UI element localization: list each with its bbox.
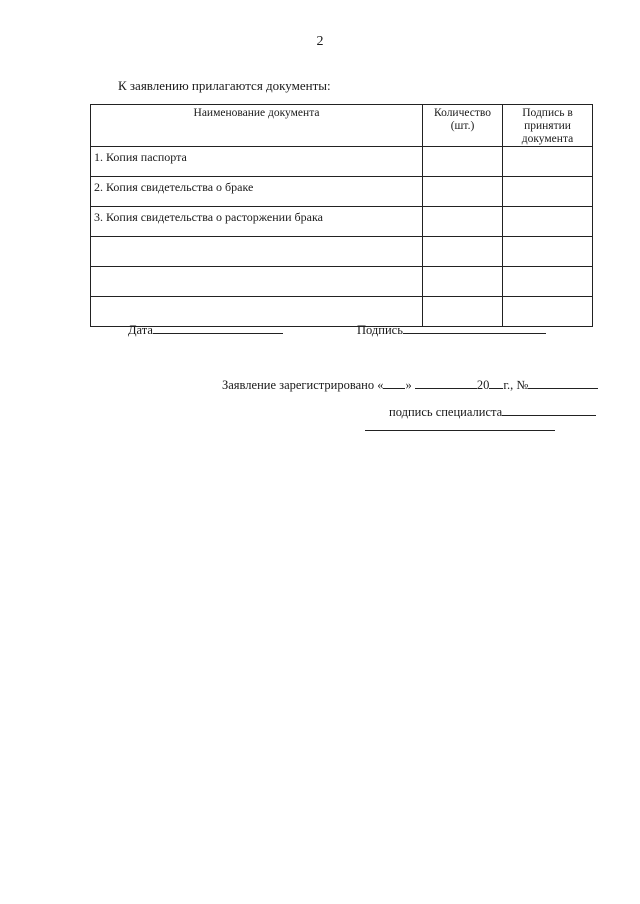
registration-line xyxy=(222,376,598,393)
registered-quote-close: » xyxy=(405,378,412,392)
quantity-cell[interactable] xyxy=(423,177,503,207)
header-document-name: Наименование документа xyxy=(91,105,423,147)
registration-number-line[interactable] xyxy=(528,376,598,389)
table-row xyxy=(91,177,593,207)
header-quantity: Количество (шт.) xyxy=(423,105,503,147)
quantity-cell[interactable] xyxy=(423,237,503,267)
document-name-cell: 2. Копия свидетельства о браке xyxy=(91,177,423,207)
document-name-cell: 3. Копия свидетельства о расторжении брака xyxy=(91,207,423,237)
signature-line[interactable] xyxy=(403,321,546,334)
quantity-cell[interactable] xyxy=(423,147,503,177)
table-row xyxy=(91,147,593,177)
registration-month-line[interactable] xyxy=(415,376,477,389)
document-name-cell[interactable] xyxy=(91,267,423,297)
document-name-cell[interactable] xyxy=(91,237,423,267)
applicant-signature-field xyxy=(357,321,546,338)
signature-cell[interactable] xyxy=(503,147,593,177)
specialist-signature-line[interactable] xyxy=(502,403,596,416)
date-line[interactable] xyxy=(153,321,283,334)
table-row xyxy=(91,207,593,237)
registration-day-line[interactable] xyxy=(383,376,405,389)
documents-table xyxy=(90,104,593,327)
signature-cell[interactable] xyxy=(503,207,593,237)
year-prefix: 20 xyxy=(476,378,490,392)
registered-label: Заявление зарегистрировано « xyxy=(222,378,384,392)
quantity-cell[interactable] xyxy=(423,207,503,237)
attachments-intro: К заявлению прилагаются документы: xyxy=(118,78,331,93)
table-row xyxy=(91,237,593,267)
signature-cell[interactable] xyxy=(503,267,593,297)
signature-cell[interactable] xyxy=(503,237,593,267)
page-number: 2 xyxy=(316,34,324,49)
header-signature: Подпись в принятии документа xyxy=(503,105,593,147)
date-field xyxy=(128,321,283,338)
signature-cell[interactable] xyxy=(503,177,593,207)
document-name-cell: 1. Копия паспорта xyxy=(91,147,423,177)
specialist-name-line[interactable] xyxy=(365,430,555,431)
specialist-signature-field xyxy=(389,403,596,420)
table-row xyxy=(91,267,593,297)
date-label: Дата xyxy=(128,323,153,337)
signature-label: Подпись xyxy=(357,323,403,337)
specialist-label: подпись специалиста xyxy=(389,405,503,419)
table-header-row xyxy=(91,105,593,147)
year-suffix: г., № xyxy=(503,378,529,392)
registration-year-line[interactable] xyxy=(489,376,503,389)
quantity-cell[interactable] xyxy=(423,267,503,297)
